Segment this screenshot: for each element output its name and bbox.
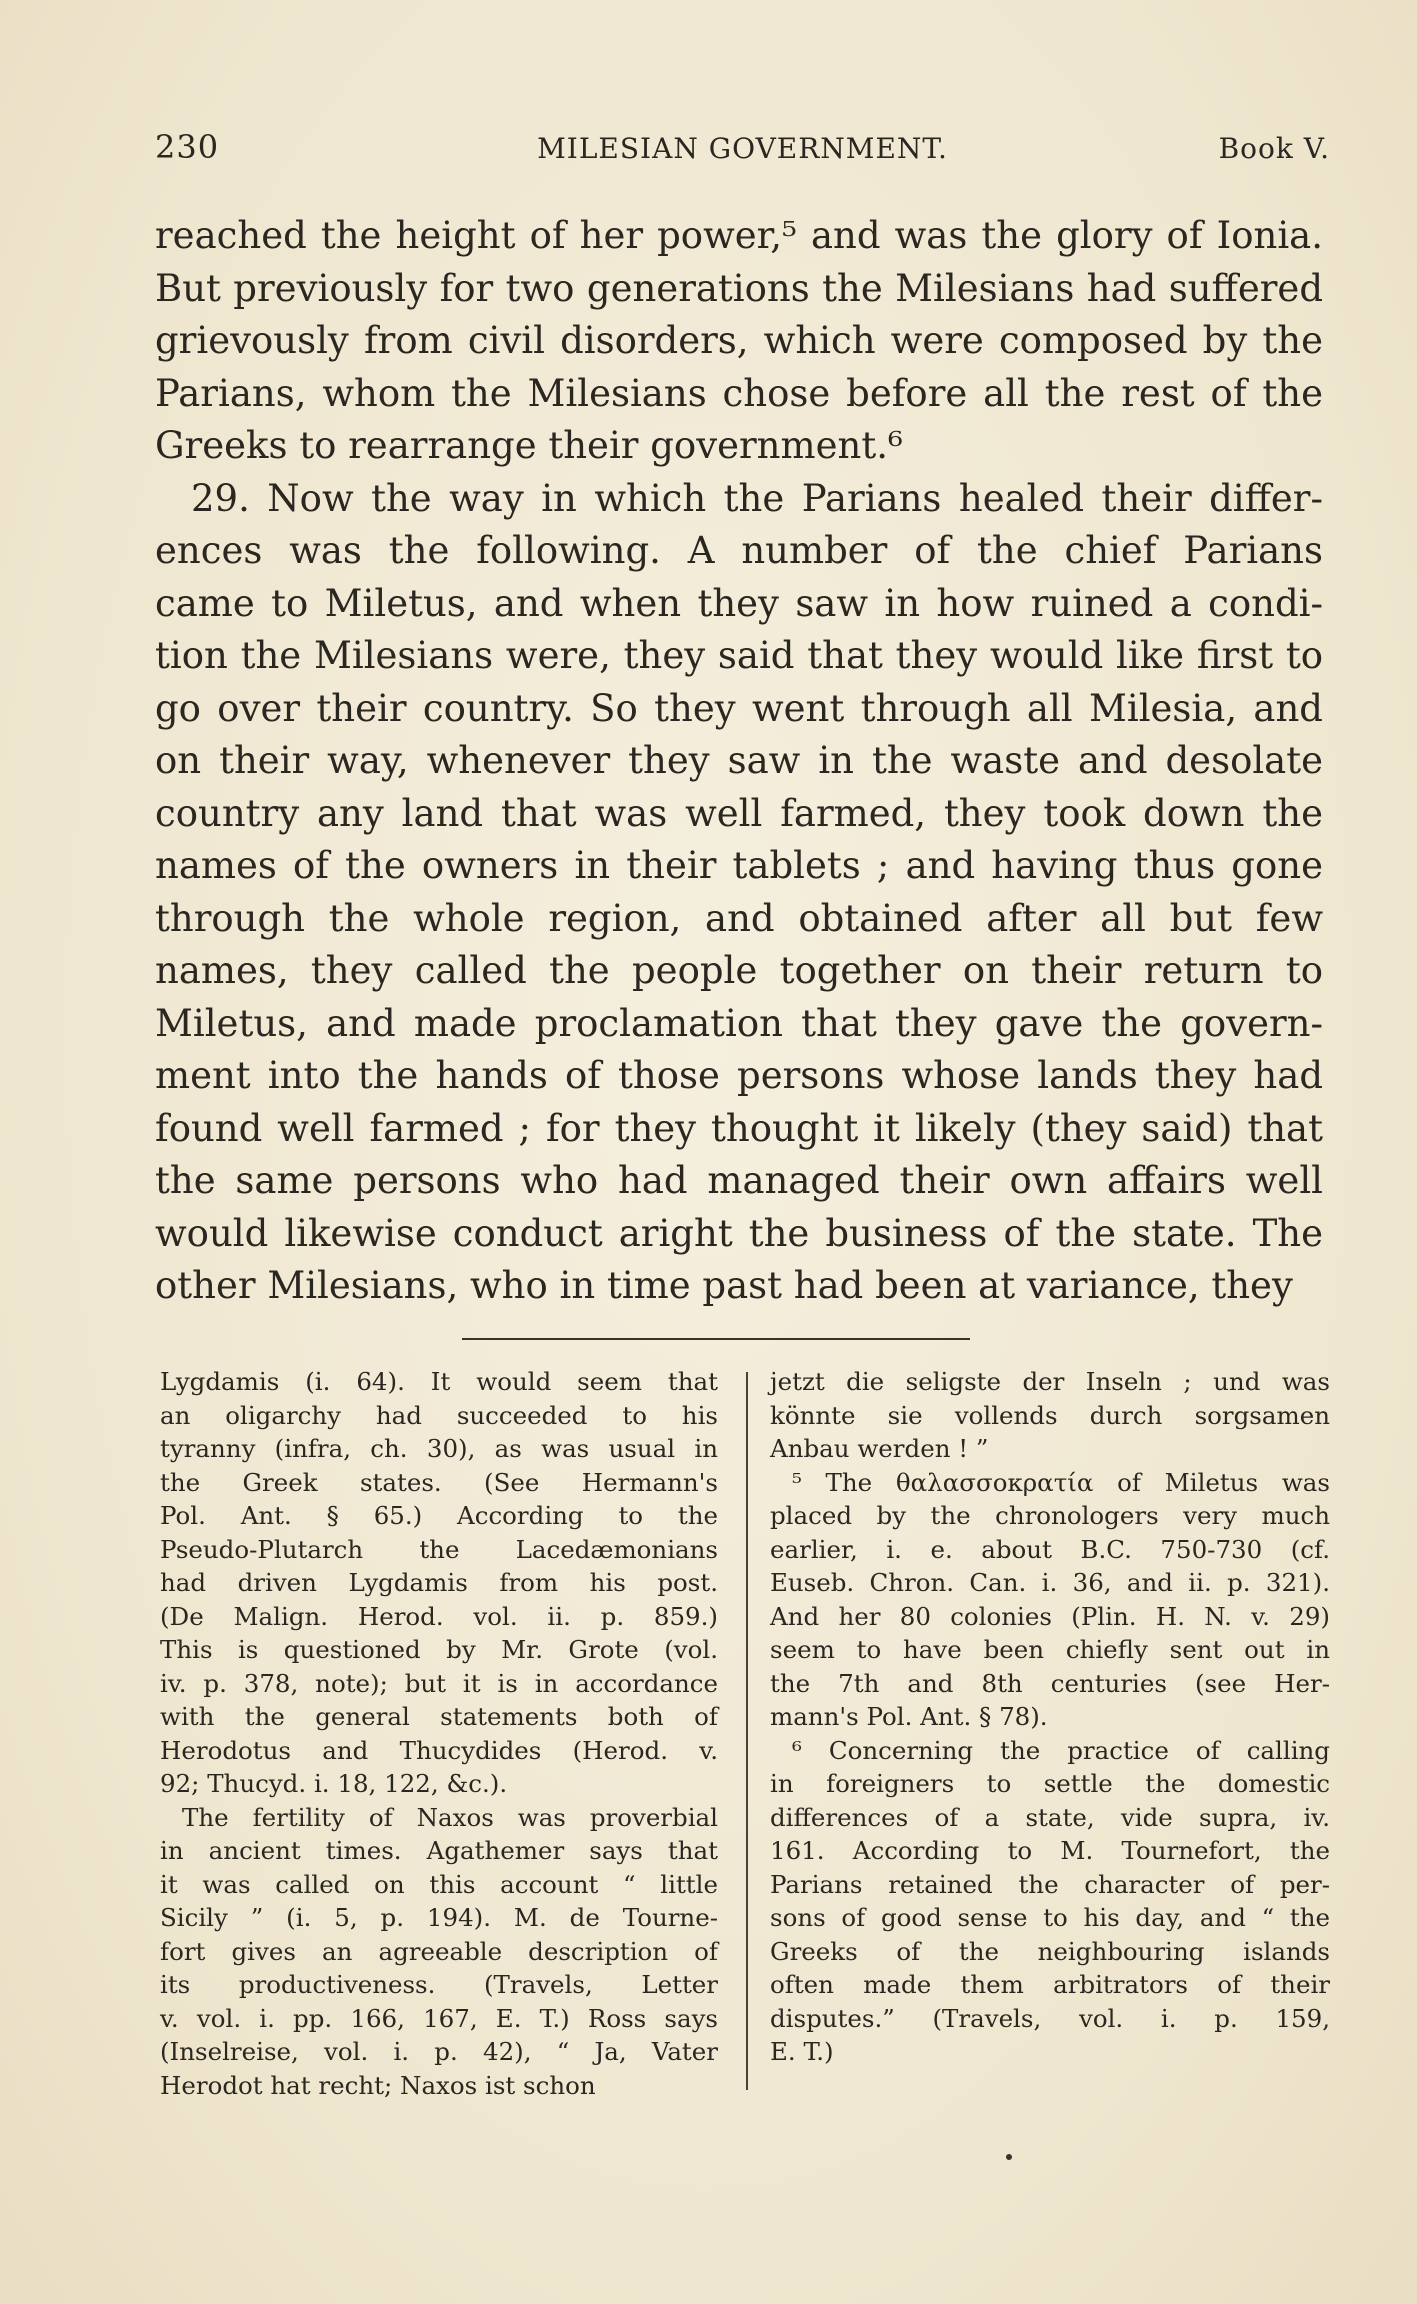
- text-line: Greeks to rearrange their government.⁶: [155, 424, 903, 467]
- text-line: Miletus, and made proclamation that they gave the govern-: [155, 1001, 1323, 1045]
- footnote-rule: [462, 1338, 970, 1340]
- footnote-line: 161. According to M. Tournefort, the: [770, 1836, 1330, 1865]
- text-line: reached the height of her power,⁵ and was the glory of Ionia.: [155, 214, 1323, 257]
- footnote-line: könnte sie vollends durch sorgsamen: [770, 1400, 1330, 1430]
- book-label: Book V.: [1218, 132, 1330, 165]
- text-line: grievously from civil disorders, which were composed by the: [155, 319, 1323, 362]
- footnote-line: Pseudo-Plutarch the Lacedæmonians: [160, 1534, 718, 1564]
- footnote-line: Herodotus and Thucydides (Herod. v.: [160, 1735, 718, 1765]
- column-divider: [746, 1372, 748, 2090]
- text-line: names of the owners in their tablets ; and having thus gone: [155, 844, 1323, 887]
- footnote-line: in ancient times. Agathemer says that: [160, 1836, 718, 1865]
- text-line: country any land that was well farmed, they took down the: [155, 791, 1323, 835]
- footnote-line: 92; Thucyd. i. 18, 122, &c.).: [160, 1769, 508, 1798]
- text-line: other Milesians, who in time past had been at variance, they: [155, 1264, 1293, 1307]
- footnote-line: differences of a state, vide supra, iv.: [770, 1802, 1330, 1832]
- footnote-line: E. T.): [770, 2037, 834, 2066]
- footnote-line: seem to have been chiefly sent out in: [770, 1635, 1330, 1664]
- footnote-line: fort gives an agreeable description of: [160, 1936, 718, 1966]
- footnote-line: (De Malign. Herod. vol. ii. p. 859.): [160, 1601, 718, 1631]
- footnote-line: Parians retained the character of per-: [770, 1869, 1330, 1899]
- text-line: through the whole region, and obtained after all but few: [155, 896, 1323, 940]
- footnote-line: jetzt die seligste der Inseln ; und was: [770, 1367, 1330, 1396]
- footnote-line: This is questioned by Mr. Grote (vol.: [160, 1635, 718, 1664]
- text-line: found well farmed ; for they thought it likely (they said) that: [155, 1106, 1323, 1150]
- footnote-line: ⁶ Concerning the practice of calling: [792, 1735, 1330, 1765]
- footnote-line: tyranny (infra, ch. 30), as was usual in: [160, 1434, 718, 1463]
- footnote-line: Lygdamis (i. 64). It would seem that: [160, 1367, 718, 1396]
- text-line: names, they called the people together on their return to: [155, 949, 1323, 992]
- footnote-line: Greeks of the neighbouring islands: [770, 1936, 1330, 1966]
- footnote-line: sons of good sense to his day, and “ the: [770, 1903, 1330, 1932]
- footnote-line: placed by the chronologers very much: [770, 1501, 1330, 1530]
- footnotes-right-column: [770, 1365, 1330, 2069]
- footnote-line: (Inselreise, vol. i. p. 42), “ Ja, Vater: [160, 2037, 718, 2066]
- text-line: go over their country. So they went through all Milesia, and: [155, 686, 1323, 730]
- text-line: Parians, whom the Milesians chose before all the rest of the: [155, 371, 1323, 415]
- footnote-line: the 7th and 8th centuries (see Her-: [770, 1668, 1330, 1698]
- ink-speck: [1006, 2154, 1012, 2160]
- footnote-line: Herodot hat recht; Naxos ist schon: [160, 2070, 596, 2100]
- footnote-line: in foreigners to settle the domestic: [770, 1769, 1330, 1798]
- main-text: [155, 210, 1323, 1313]
- footnote-line: an oligarchy had succeeded to his: [160, 1400, 718, 1430]
- footnote-line: iv. p. 378, note); but it is in accordance: [160, 1668, 718, 1698]
- footnote-line: The fertility of Naxos was proverbial: [182, 1802, 718, 1832]
- running-title: MILESIAN GOVERNMENT.: [537, 132, 948, 165]
- footnote-line: with the general statements both of: [160, 1702, 718, 1731]
- footnote-line: earlier, i. e. about B.C. 750-730 (cf.: [770, 1534, 1330, 1564]
- footnote-line: v. vol. i. pp. 166, 167, E. T.) Ross says: [160, 2003, 718, 2033]
- running-header: [155, 128, 1330, 168]
- footnote-line: often made them arbitrators of their: [770, 1970, 1330, 1999]
- text-line: on their way, whenever they saw in the waste and desolate: [155, 739, 1323, 782]
- text-line: But previously for two generations the Milesians had suffered: [155, 266, 1323, 310]
- footnote-line: Anbau werden ! ”: [770, 1434, 989, 1463]
- text-line: 29. Now the way in which the Parians healed their differ-: [191, 476, 1323, 520]
- footnote-line: it was called on this account “ little: [160, 1869, 718, 1899]
- footnote-line: Sicily ” (i. 5, p. 194). M. de Tourne-: [160, 1903, 718, 1932]
- footnote-line: its productiveness. (Travels, Letter: [160, 1970, 718, 1999]
- text-line: would likewise conduct aright the business of the state. The: [155, 1211, 1323, 1255]
- text-line: tion the Milesians were, they said that they would like first to: [155, 634, 1323, 677]
- footnote-line: mann's Pol. Ant. § 78).: [770, 1702, 1048, 1731]
- text-line: came to Miletus, and when they saw in how ruined a condi-: [155, 581, 1323, 625]
- text-line: the same persons who had managed their own affairs well: [155, 1159, 1323, 1202]
- footnote-line: the Greek states. (See Hermann's: [160, 1467, 718, 1497]
- text-line: ences was the following. A number of the chief Parians: [155, 529, 1323, 572]
- footnote-line: had driven Lygdamis from his post.: [160, 1568, 718, 1597]
- text-line: ment into the hands of those persons whose lands they had: [155, 1054, 1323, 1097]
- footnotes-left-column: [160, 1365, 718, 2102]
- footnote-line: disputes.” (Travels, vol. i. p. 159,: [770, 2003, 1330, 2033]
- footnote-line: Pol. Ant. § 65.) According to the: [160, 1501, 718, 1530]
- footnote-line: Euseb. Chron. Can. i. 36, and ii. p. 321).: [770, 1568, 1330, 1597]
- footnote-line: And her 80 colonies (Plin. H. N. v. 29): [770, 1601, 1330, 1631]
- page-number: 230: [155, 128, 220, 166]
- footnote-line: ⁵ The θαλασσοκρατία of Miletus was: [792, 1467, 1330, 1497]
